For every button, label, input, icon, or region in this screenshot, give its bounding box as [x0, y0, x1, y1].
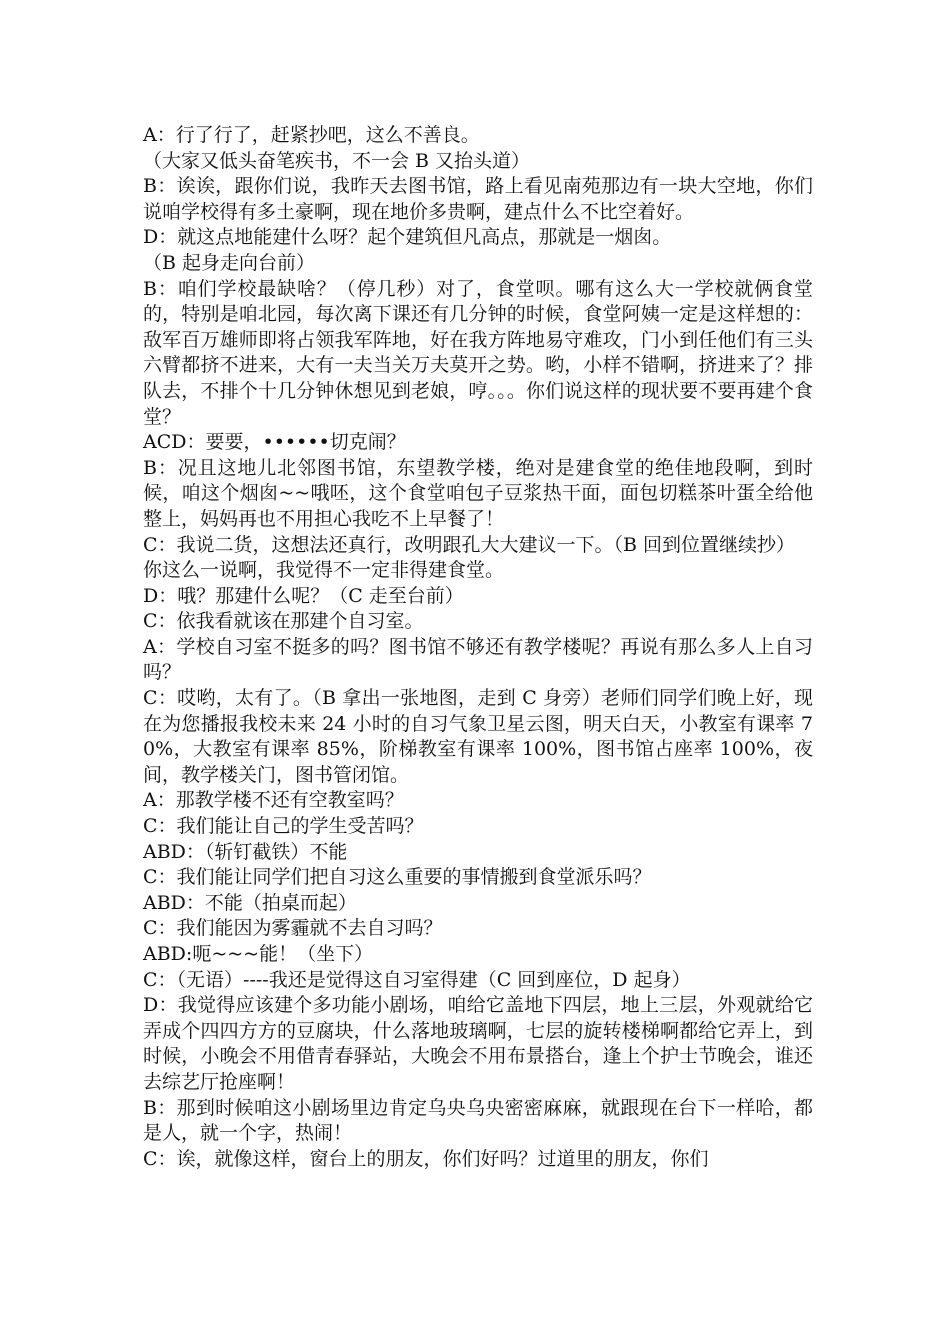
script-text: [143, 123, 813, 1172]
dialogue-line: ACD：要要，••••••切克闹？: [143, 431, 406, 454]
dialogue-line: C：诶，就像这样，窗台上的朋友，你们好吗？过道里的朋友，你们: [143, 1147, 709, 1170]
dialogue-line: A：学校自习室不挺多的吗？图书馆不够还有教学楼呢？再说有那么多人上自习吗？: [143, 635, 813, 684]
dialogue-line: 你这么一说啊，我觉得不一定非得建食堂。: [143, 559, 505, 582]
dialogue-line: A：那教学楼不还有空教室吗？: [143, 789, 404, 812]
dialogue-line: B：况且这地儿北邻图书馆，东望教学楼，绝对是建食堂的绝佳地段啊，到时候，咱这个烟囱~~哦呸，这个食堂咱包子豆浆热干面，面包切糕茶叶蛋全给他整上，妈妈再也不用担心我吃不上早餐了！: [143, 456, 813, 530]
dialogue-line: C：哎哟，太有了。（B 拿出一张地图，走到 C 身旁）老师们同学们晚上好，现在为您播报我校未来 24 小时的自习气象卫星云图，明天白天，小教室有课率 70%，大教室有课率 85%，阶梯教室有课率 100%，图书馆占座率 100%，夜间，教学楼关门，图书管闭馆。: [143, 687, 813, 786]
dialogue-line: B：诶诶，跟你们说，我昨天去图书馆，路上看见南苑那边有一块大空地，你们说咱学校得有多土豪啊，现在地价多贵啊，建点什么不比空着好。: [143, 175, 813, 223]
dialogue-line: C：我们能让同学们把自习这么重要的事情搬到食堂派乐吗？: [143, 866, 652, 889]
dialogue-line: C：我们能让自己的学生受苦吗？: [143, 815, 424, 838]
dialogue-line: ABD：不能（拍桌而起）: [143, 891, 357, 914]
dialogue-line: C：依我看就该在那建个自习室。: [143, 610, 424, 633]
dialogue-line: D：哦？那建什么呢？（C 走至台前）: [143, 584, 464, 607]
stage-direction: （B 起身走向台前）: [143, 251, 316, 274]
dialogue-line: C：我说二货，这想法还真行，改明跟孔大大建议一下。（B 回到位置继续抄）: [143, 533, 796, 556]
dialogue-line: D：就这点地能建什么呀？起个建筑但凡高点，那就是一烟囱。: [143, 226, 672, 249]
dialogue-line: A：行了行了，赶紧抄吧，这么不善良。: [143, 124, 480, 146]
dialogue-line: ABD:呃~~~能！（坐下）: [143, 943, 374, 965]
dialogue-line: D：我觉得应该建个多功能小剧场，咱给它盖地下四层，地上三层，外观就给它弄成个四四方方的豆腐块，什么落地玻璃啊，七层的旋转楼梯啊都给它弄上，到时候，小晚会不用借青春驿站，大晚会不用布景搭台，逢上个护士节晚会，谁还去综艺厅抢座啊！: [143, 994, 813, 1093]
stage-direction: （大家又低头奋笔疾书，不一会 B 又抬头道）: [143, 149, 531, 172]
dialogue-line: B：那到时候咱这小剧场里边肯定乌央乌央密密麻麻，就跟现在台下一样哈，都是人，就一个字，热闹！: [143, 1096, 813, 1145]
dialogue-line: C：我们能因为雾霾就不去自习吗？: [143, 917, 443, 940]
dialogue-line: C：（无语）----我还是觉得这自习室得建（C 回到座位，D 起身）: [143, 968, 691, 991]
dialogue-line: ABD：（斩钉截铁）不能: [143, 840, 348, 863]
dialogue-line: B：咱们学校最缺啥？（停几秒）对了，食堂呗。哪有这么大一学校就俩食堂的，特别是咱北园，每次离下课还有几分钟的时候，食堂阿姨一定是这样想的：敌军百万雄师即将占领我军阵地，好在我方阵地易守难攻，门小到任他们有三头六臂都挤不进来，大有一夫当关万夫莫开之势。哟，小样不错啊，挤进来了？排队去，不排个十几分钟休想见到老娘，哼。。。你们说这样的现状要不要再建个食堂？: [143, 277, 813, 428]
